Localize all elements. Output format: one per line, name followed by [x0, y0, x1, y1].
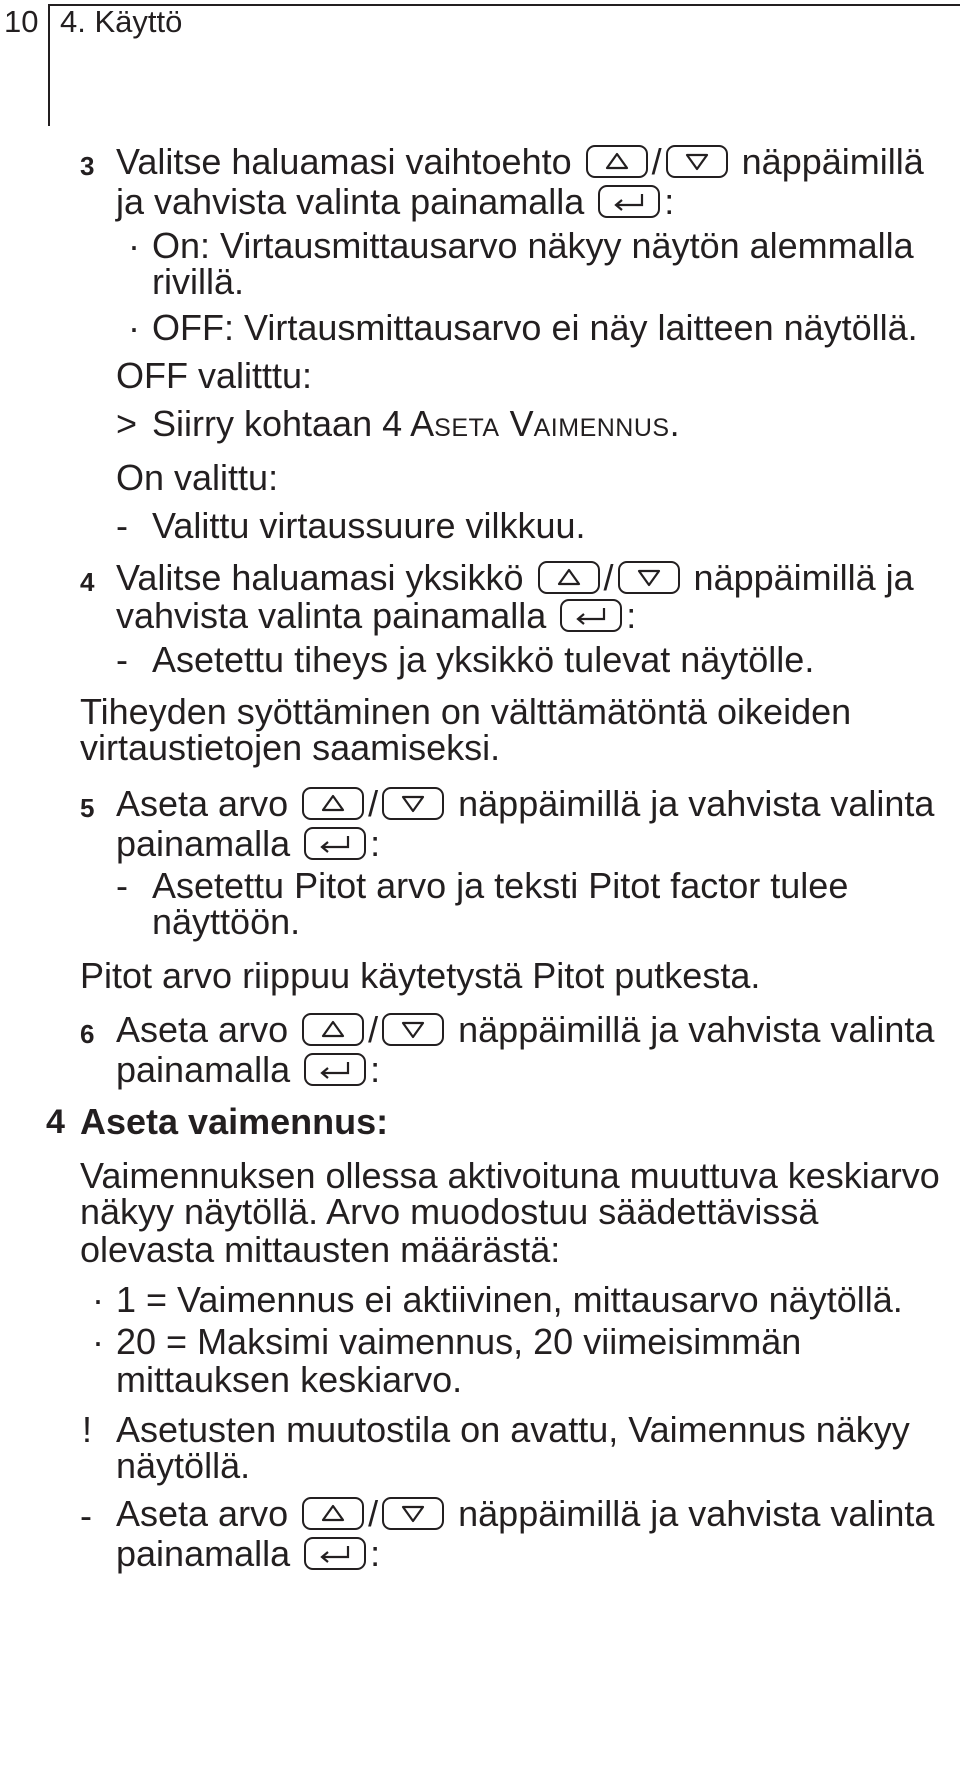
step-text: vahvista valinta painamalla — [116, 595, 547, 636]
step-text: näppäimillä ja — [693, 557, 914, 598]
step-line — [116, 1048, 380, 1092]
step-number: 3 — [80, 151, 95, 181]
separator: / — [651, 141, 662, 182]
colon: : — [370, 823, 381, 864]
colon: : — [626, 595, 637, 636]
down-arrow-key-icon — [382, 1497, 444, 1530]
step-line — [116, 782, 934, 826]
step-line — [116, 1532, 380, 1576]
separator: / — [368, 783, 379, 824]
page-number: 10 — [4, 4, 39, 39]
header-divider-horizontal — [48, 4, 960, 6]
step-number: 4 — [80, 567, 95, 597]
enter-key-icon — [304, 1053, 366, 1086]
down-arrow-key-icon — [666, 145, 728, 178]
step-text: näppäimillä ja vahvista valinta — [458, 1009, 935, 1050]
colon: : — [664, 181, 675, 222]
step-line — [116, 1008, 934, 1052]
dash-marker: - — [80, 1495, 92, 1536]
exclamation-marker: ! — [82, 1409, 93, 1450]
bullet-marker: · — [92, 1279, 104, 1320]
down-arrow-key-icon — [382, 1013, 444, 1046]
enter-key-icon — [304, 827, 366, 860]
step-number: 6 — [80, 1019, 95, 1049]
step-text: Valitse haluamasi yksikkö — [116, 557, 524, 598]
option-label: OFF valitttu: — [116, 355, 313, 396]
bullet-marker: · — [128, 225, 140, 266]
bullet-text: mittauksen keskiarvo. — [116, 1359, 463, 1400]
goto-marker: > — [116, 403, 138, 444]
step-text: Aseta arvo — [116, 783, 289, 824]
note-text: virtaustietojen saamiseksi. — [80, 727, 501, 768]
step-text: painamalla — [116, 823, 291, 864]
bullet-text: rivillä. — [152, 261, 245, 302]
down-arrow-key-icon — [382, 787, 444, 820]
section-number: 4 — [46, 1103, 65, 1141]
step-line — [116, 1492, 934, 1536]
bullet-marker: · — [128, 307, 140, 348]
down-arrow-key-icon — [618, 561, 680, 594]
bullet-marker: · — [92, 1321, 104, 1362]
bullet-text: OFF: Virtausmittausarvo ei näy laitteen näytöllä. — [152, 307, 918, 348]
step-text: Valitse haluamasi vaihtoehto — [116, 141, 572, 182]
info-text: näytöllä. — [116, 1445, 251, 1486]
step-text: Aseta arvo — [116, 1493, 289, 1534]
paragraph-text: näkyy näytöllä. Arvo muodostuu säädettävissä — [80, 1191, 819, 1232]
colon: : — [370, 1049, 381, 1090]
up-arrow-key-icon — [538, 561, 600, 594]
header-divider-vertical — [48, 4, 50, 126]
up-arrow-key-icon — [586, 145, 648, 178]
step-line — [116, 140, 924, 184]
dash-marker: - — [116, 865, 128, 906]
bullet-text: 20 = Maksimi vaimennus, 20 viimeisimmän — [116, 1321, 802, 1362]
chapter-title: 4. Käyttö — [60, 4, 183, 39]
colon: : — [370, 1533, 381, 1574]
step-text: ja vahvista valinta painamalla — [116, 181, 585, 222]
section-title: Aseta vaimennus: — [80, 1101, 389, 1142]
enter-key-icon — [560, 599, 622, 632]
option-label: On valittu: — [116, 457, 279, 498]
enter-key-icon — [304, 1537, 366, 1570]
result-text: Asetettu Pitot arvo ja teksti Pitot factor tulee — [152, 865, 849, 906]
result-text: näyttöön. — [152, 901, 301, 942]
result-text: Valittu virtaussuure vilkkuu. — [152, 505, 586, 546]
up-arrow-key-icon — [302, 1013, 364, 1046]
separator: / — [368, 1493, 379, 1534]
enter-key-icon — [598, 185, 660, 218]
dash-marker: - — [116, 505, 128, 546]
bullet-text: On: Virtausmittausarvo näkyy näytön alemmalla — [152, 225, 914, 266]
paragraph-text: olevasta mittausten määrästä: — [80, 1229, 561, 1270]
step-text: painamalla — [116, 1049, 291, 1090]
note-text: Tiheyden syöttäminen on välttämätöntä oikeiden — [80, 691, 852, 732]
step-line — [116, 594, 636, 638]
step-text: painamalla — [116, 1533, 291, 1574]
goto-text: Siirry kohtaan 4 ASETA VAIMENNUS. — [152, 403, 680, 444]
step-line — [116, 822, 380, 866]
dash-marker: - — [116, 639, 128, 680]
bullet-text: 1 = Vaimennus ei aktiivinen, mittausarvo näytöllä. — [116, 1279, 903, 1320]
info-text: Asetusten muutostila on avattu, Vaimennus näkyy — [116, 1409, 910, 1450]
step-text: näppäimillä — [741, 141, 924, 182]
separator: / — [603, 557, 614, 598]
step-text: Aseta arvo — [116, 1009, 289, 1050]
paragraph-text: Vaimennuksen ollessa aktivoituna muuttuva keskiarvo — [80, 1155, 940, 1196]
step-line — [116, 180, 674, 224]
up-arrow-key-icon — [302, 787, 364, 820]
up-arrow-key-icon — [302, 1497, 364, 1530]
step-text: näppäimillä ja vahvista valinta — [458, 1493, 935, 1534]
step-number: 5 — [80, 793, 95, 823]
separator: / — [368, 1009, 379, 1050]
step-text: näppäimillä ja vahvista valinta — [458, 783, 935, 824]
note-text: Pitot arvo riippuu käytetystä Pitot putkesta. — [80, 955, 761, 996]
result-text: Asetettu tiheys ja yksikkö tulevat näytölle. — [152, 639, 815, 680]
